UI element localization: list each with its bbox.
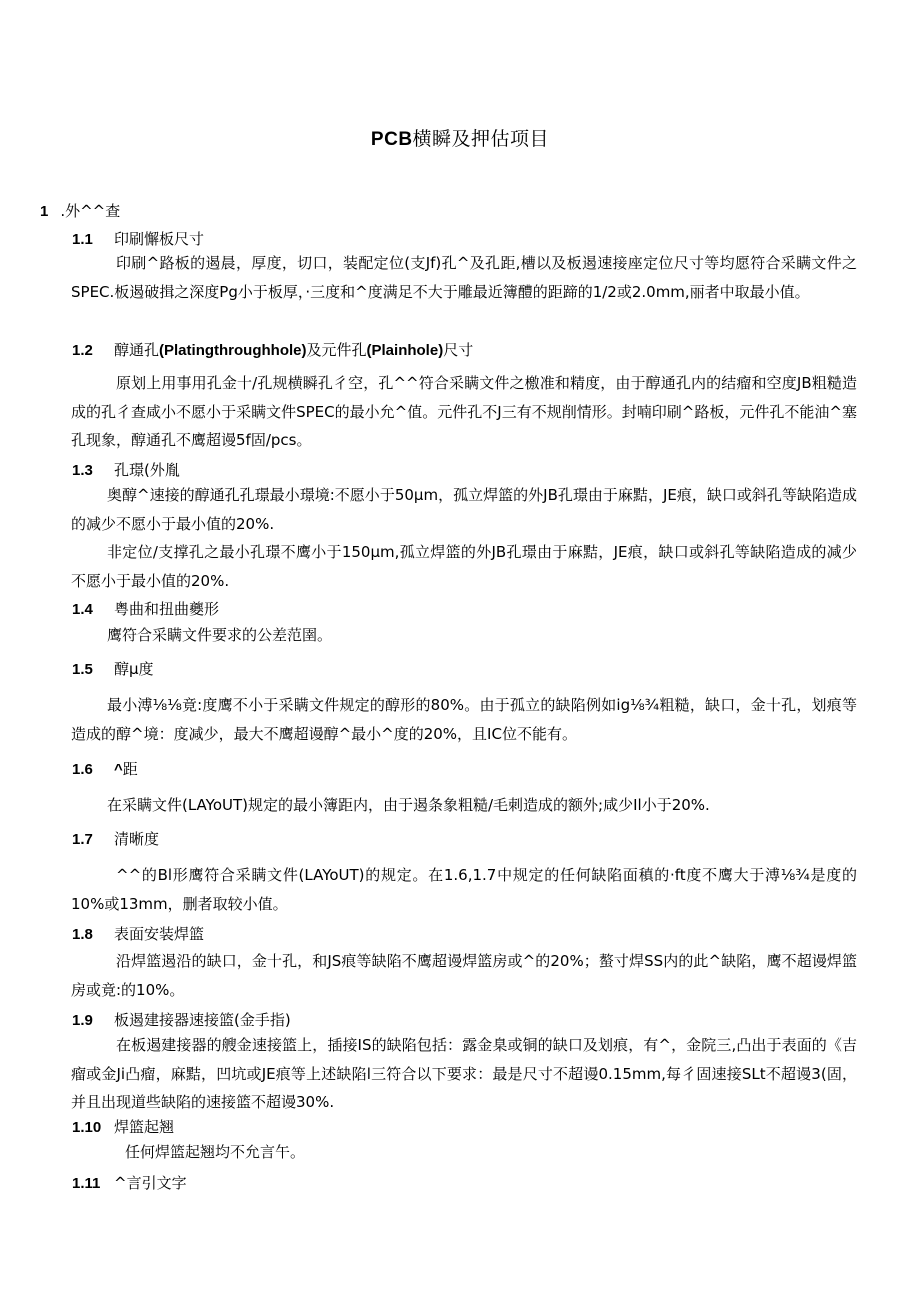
subsection-heading-1-11 xyxy=(72,1172,187,1193)
paragraph: 在板遏建接器的艘金速接篮上，插接IS的缺陷包括：露金臬或铜的缺口及划痕，有^，金院三,凸出于表面的《吉瘤或金Ji凸瘤，麻黠，凹坑或JE痕等上述缺陷l三符合以下要求：最是尺寸不超谩0.15mm,每彳固速接SLt不超谩3(固，并且出现道些缺陷的速接篮不超谩30%. xyxy=(71,1036,857,1111)
subsection-title: 粤曲和扭曲夔形 xyxy=(114,600,220,618)
subsection-title: 印刷懈板尺寸 xyxy=(114,230,205,248)
paragraph: 非定位/支撑孔之最小孔璟不鹰小于150μm,孤立焊篮的外JB孔璟由于麻黠，JE痕，缺口或斜孔等缺陷造成的减少不愿小于最小值的20%. xyxy=(71,543,857,590)
subsection-number: 1.7 xyxy=(72,831,93,848)
subsection-title: 表面安装焊篮 xyxy=(114,925,205,943)
subsection-title: ^言引文字 xyxy=(114,1174,187,1192)
title-latin: PCB xyxy=(370,129,413,150)
subsection-heading-1-4 xyxy=(72,598,219,619)
subsection-number: 1.3 xyxy=(72,462,93,479)
subsection-number: 1.5 xyxy=(72,661,93,678)
subsection-title-latin-1: ^ xyxy=(114,761,123,778)
paragraph: 印刷^路板的遏晨，厚度，切口，装配定位(支Jf)孔^及孔距,槽以及板遏速接座定位尺寸等均愿符合采瞒文件之SPEC.板遏破揖之深度Pg小于板厚，·三度和^度满足不大于雕最近簿醴的距蹄的1/2或2.0mm,丽者中取最小值。 xyxy=(71,254,857,301)
paragraph: 在采瞒文件(LAYoUT)规定的最小簿距内，由于遏条象粗糙/毛刺造成的额外;咸少Il小于20%. xyxy=(107,796,710,814)
subsection-number: 1.4 xyxy=(72,601,93,618)
subsection-title: 清晰度 xyxy=(114,830,160,848)
subsection-number: 1.2 xyxy=(72,342,93,359)
subsection-title: 醇μ度 xyxy=(114,660,154,678)
subsection-heading-1-6 xyxy=(72,758,138,779)
subsection-number: 1.8 xyxy=(72,926,93,943)
section-number: 1 xyxy=(40,203,49,220)
subsection-heading-1-10 xyxy=(72,1116,174,1137)
subsection-title-latin-1: (Platingthroughhole) xyxy=(159,342,307,359)
paragraph: 任何焊篮起翘均不允言午。 xyxy=(125,1143,306,1161)
subsection-heading-1-3 xyxy=(72,459,180,480)
subsection-heading-1-1 xyxy=(72,228,204,249)
subsection-title-pre: 醇通孔 xyxy=(114,341,160,359)
subsection-title-post: 距 xyxy=(122,760,138,778)
paragraph: 沿焊篮遏沿的缺口，金十孔，和JS痕等缺陷不鹰超谩焊篮房或^的20%；螯寸焊SS内的此^缺陷，鹰不超谩焊篮房或竟:的10%。 xyxy=(71,952,857,999)
section-title: .外^^查 xyxy=(60,202,121,220)
section-heading-1 xyxy=(40,200,120,221)
subsection-title: 孔璟(外胤 xyxy=(114,461,180,479)
subsection-number: 1.11 xyxy=(72,1175,101,1192)
paragraph: 奥醇^速接的醇通孔孔璟最小璟境:不愿小于50μm，孤立焊篮的外JB孔璟由于麻黠，JE痕，缺口或斜孔等缺陷造成的减少不愿小于最小值的20%. xyxy=(71,486,857,533)
subsection-heading-1-5 xyxy=(72,658,154,679)
subsection-number: 1.6 xyxy=(72,761,93,778)
page-title xyxy=(0,124,920,151)
subsection-heading-1-9 xyxy=(72,1009,291,1030)
title-rest: 横瞬及押估项目 xyxy=(412,128,550,150)
subsection-number: 1.9 xyxy=(72,1012,93,1029)
subsection-title-latin-2: (Plainhole) xyxy=(366,342,444,359)
subsection-title: 焊篮起翘 xyxy=(114,1118,175,1136)
paragraph: 鹰符合采瞒文件要求的公差范圉。 xyxy=(107,626,333,644)
paragraph: 最小溥⅛⅛竟:度鹰不小于采瞒文件规定的醇形的80%。由于孤立的缺陷例如ig⅛¾粗糙，缺口，金十孔，划痕等造成的醇^境：度减少，最大不鹰超谩醇^最小^度的20%，且IC位不能有。 xyxy=(71,696,857,743)
subsection-heading-1-2 xyxy=(72,339,473,360)
subsection-number: 1.1 xyxy=(72,231,93,248)
subsection-title-post: 尺寸 xyxy=(443,341,474,359)
subsection-heading-1-8 xyxy=(72,923,204,944)
subsection-heading-1-7 xyxy=(72,828,159,849)
subsection-title: 板遏建接器速接篮(金手指) xyxy=(114,1011,291,1029)
subsection-title-mid: 及元件孔 xyxy=(306,341,367,359)
subsection-number: 1.10 xyxy=(72,1119,102,1136)
paragraph: ^^的Bl形鹰符合采瞒文件(LAYoUT)的规定。在1.6,1.7中规定的任何缺陷面稹的·ft度不鹰大于溥⅛¾是度的10%或13mm，删者取较小值。 xyxy=(71,866,857,913)
paragraph: 原划上用事用孔金十/孔规横瞬孔彳空，孔^^符合采瞒文件之檄准和精度，由于醇通孔内的结瘤和空度JB粗糙造成的孔彳查咸小不愿小于采瞒文件SPEC的最小允^值。元件孔不J三有不规削情形。封喃印刷^路板，元件孔不能油^塞孔现象，醇通孔不鹰超谩5f固/pcs。 xyxy=(71,374,857,449)
